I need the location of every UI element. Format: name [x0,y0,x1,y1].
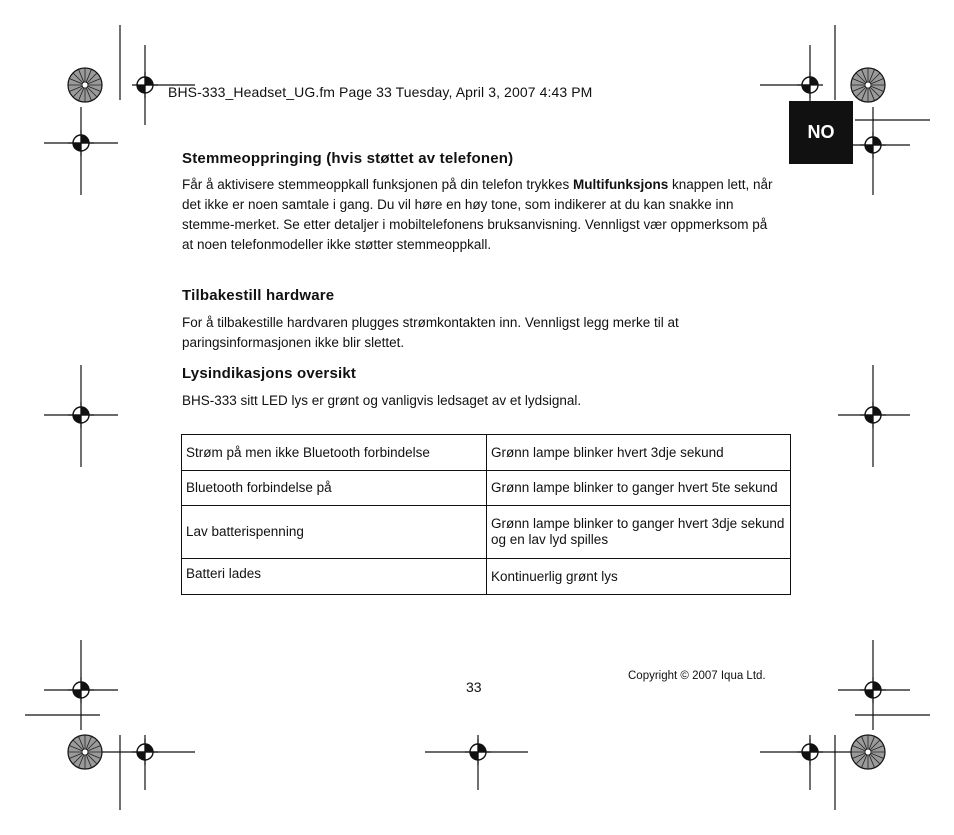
led-state-cell: Bluetooth forbindelse på [182,471,487,506]
star-target-marks [68,68,885,769]
page-number: 33 [466,679,482,695]
voice-dial-text-2: knappen lett, når det ikke er noen samtale i gang. Du vil høre en høy tone, som indikerer at du kan snakke inn stemme-merket. Se etter detaljer i mobiltelefonens bruksanvisning. Vennligst vær oppmerksom på at noen telefonmodeller ikke støtter stemmeoppkall. [182,177,773,252]
table-row [182,471,791,506]
language-tab-label: NO [807,122,835,142]
led-state-cell: Batteri lades [182,559,487,595]
multifunction-term: Multifunksjons [572,177,669,192]
heading-led-overview: Lysindikasjons oversikt [182,365,357,382]
voice-dial-paragraph [182,175,782,255]
language-tab [789,101,853,164]
led-paragraph: BHS-333 sitt LED lys er grønt og vanligvis ledsaget av et lydsignal. [182,393,582,408]
led-indication-cell: Grønn lampe blinker hvert 3dje sekund [487,435,791,471]
reset-paragraph: For å tilbakestille hardvaren plugges strømkontakten inn. Vennligst legg merke til at paringsinformasjonen ikke blir slettet. [182,315,679,350]
led-indication-cell: Kontinuerlig grønt lys [487,559,791,595]
led-indication-cell: Grønn lampe blinker to ganger hvert 3dje sekund og en lav lyd spilles [487,506,791,559]
table-row [182,435,791,471]
table-row [182,559,791,595]
copyright-notice: Copyright © 2007 Iqua Ltd. [628,670,766,682]
led-indication-cell: Grønn lampe blinker to ganger hvert 5te sekund [487,471,791,506]
led-state-cell: Lav batterispenning [182,506,487,559]
voice-dial-text-1: Får å aktivisere stemmeoppkall funksjonen på din telefon trykkes [182,177,573,192]
led-state-cell: Strøm på men ikke Bluetooth forbindelse [182,435,487,471]
print-info-header: BHS-333_Headset_UG.fm Page 33 Tuesday, April 3, 2007 4:43 PM [168,84,593,100]
heading-reset: Tilbakestill hardware [182,287,335,304]
table-row [182,506,791,559]
heading-voice-dial: Stemmeoppringing (hvis støttet av telefonen) [182,150,514,167]
led-indication-table [181,434,791,595]
